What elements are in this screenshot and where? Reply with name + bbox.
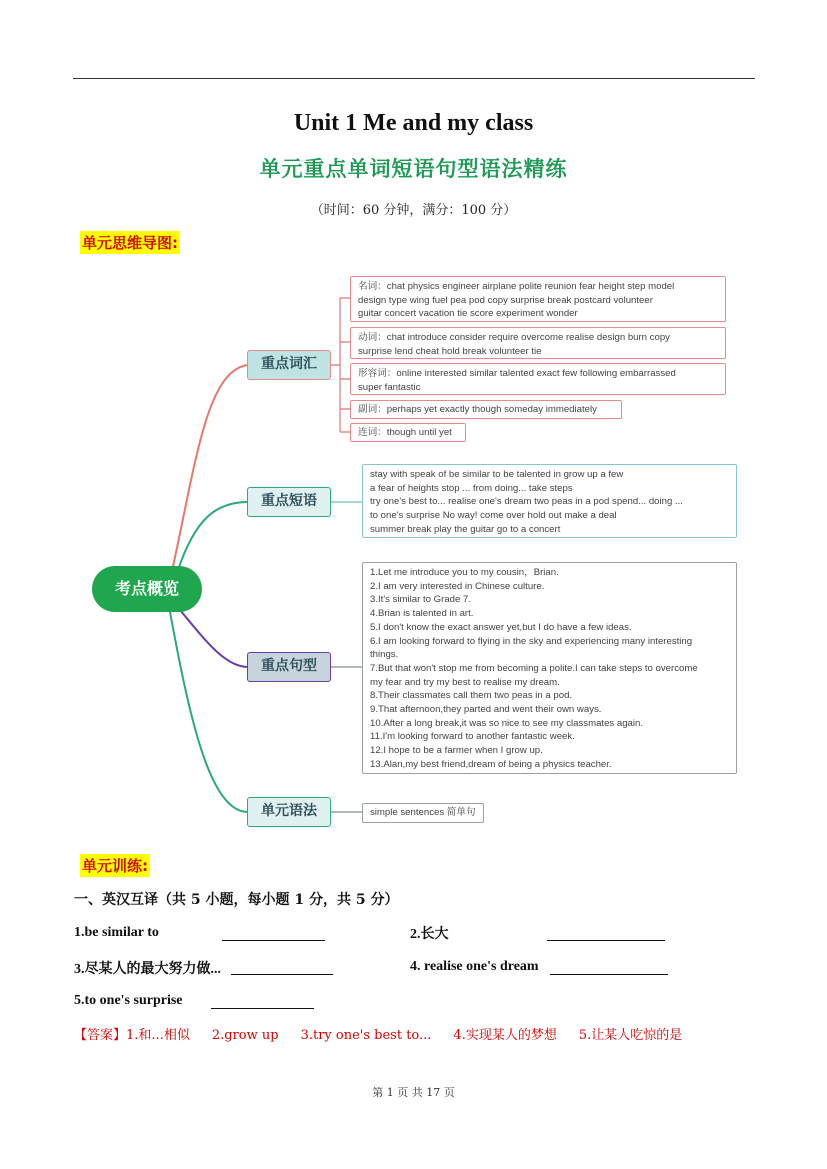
question-3: 3.尽某人的最大努力做... [74, 962, 221, 977]
vocab-bracket [330, 298, 350, 432]
grammar-box: simple sentences 简单句 [362, 803, 484, 823]
sentence-item: 5.I don't know the exact answer yet,but I do have a few ideas. [370, 621, 632, 633]
page-subtitle: 单元重点单词短语句型语法精练 [259, 157, 568, 181]
question-2: 2.长大 [410, 927, 449, 942]
question-4: 4. realise one's dream [410, 959, 539, 974]
vocab-verbs: 动词：chat introduce consider require overcome realise design burn copy surprise lend cheat hold break volunteer tie [350, 327, 726, 359]
sentence-item: 4.Brian is talented in art. [370, 608, 474, 620]
answer-item: 2.grow up [211, 1028, 279, 1043]
vocab-adjectives: 形容词：online interested similar talented exact few following embarrassed super fantastic [350, 363, 726, 395]
answer-item: 4.实现某人的梦想 [453, 1028, 557, 1043]
mindmap-heading: 单元思维导图: [80, 231, 180, 254]
connector-grammar [170, 612, 248, 812]
mindmap-center-node [92, 566, 202, 612]
sentence-item: 13.Alan,my best friend,dream of being a physics teacher. [370, 758, 612, 770]
section1-title: 一、英汉互译（共 5 小题，每小题 1 分，共 5 分） [74, 892, 399, 908]
answer-item: 3.try one's best to... [300, 1028, 432, 1043]
answer-blank-2[interactable] [547, 940, 665, 941]
vocab-conjunctions: 连词：though until yet [350, 423, 466, 442]
answer-key [74, 1024, 704, 1043]
branch-vocab: 重点词汇 [247, 350, 331, 380]
page-title: Unit 1 Me and my class [293, 110, 534, 136]
question-1: 1.be similar to [74, 925, 159, 940]
sentence-item: 11.I'm looking forward to another fantastic week. [370, 731, 575, 743]
question-5: 5.to one's surprise [74, 993, 183, 1008]
branch-sentences: 重点句型 [247, 652, 331, 682]
answer-label: 【答案】 [74, 1028, 127, 1043]
time-info: （时间：60 分钟，满分：100 分） [310, 203, 517, 218]
sentence-item: 1.Let me introduce you to my cousin，Brian. [370, 567, 559, 578]
answer-item: 1.和...相似 [126, 1028, 190, 1043]
sentence-item: 12.I hope to be a farmer when I grow up. [370, 745, 543, 757]
sentence-item: 6.I am looking forward to flying in the sky and experiencing many interesting things. [370, 635, 693, 661]
answer-blank-4[interactable] [550, 974, 668, 975]
training-heading: 单元训练: [80, 854, 150, 877]
answer-blank-1[interactable] [222, 940, 325, 941]
answer-blank-5[interactable] [211, 1008, 314, 1009]
answer-blank-3[interactable] [231, 974, 333, 975]
page-footer: 第 1 页 共 17 页 [372, 1086, 455, 1099]
vocab-nouns: 名词：chat physics engineer airplane polite reunion fear height step model design type wing fuel pea pod copy surprise break postcard volunteer guitar concert vacation tie score experiment wonder [350, 276, 726, 322]
phrases-box: stay with speak of be similar to be talented in grow up a few a fear of heights stop ... from doing... take steps try one's best to... realise one's dream two peas in a pod spend... doing ... to one's surprise No way! come over hold out make a deal summer break play the guitar go to a concert [362, 464, 737, 538]
center-label: 考点概览 [114, 579, 179, 598]
sentence-item: 9.That afternoon,they parted and went their own ways. [370, 704, 602, 716]
sentence-item: 10.After a long break,it was so nice to see my classmates again. [370, 717, 644, 729]
connector-vocab [170, 365, 248, 580]
branch-grammar: 单元语法 [247, 797, 331, 827]
sentence-item: 3.It's similar to Grade 7. [370, 594, 472, 606]
sentence-item: 2.I am very interested in Chinese culture. [370, 580, 545, 592]
sentence-item: 7.But that won't stop me from becoming a polite.I can take steps to overcome my fear and try my best to realise my dream. [370, 662, 698, 688]
connector-phrases [178, 502, 248, 570]
branch-phrases: 重点短语 [247, 487, 331, 517]
answer-item: 5.让某人吃惊的是 [578, 1028, 683, 1043]
sentences-box [362, 562, 737, 774]
vocab-adverbs: 副词：perhaps yet exactly though someday immediately [350, 400, 622, 419]
sentence-item: 8.Their classmates call them two peas in a pod. [370, 690, 573, 702]
connector-sentences [180, 610, 248, 667]
